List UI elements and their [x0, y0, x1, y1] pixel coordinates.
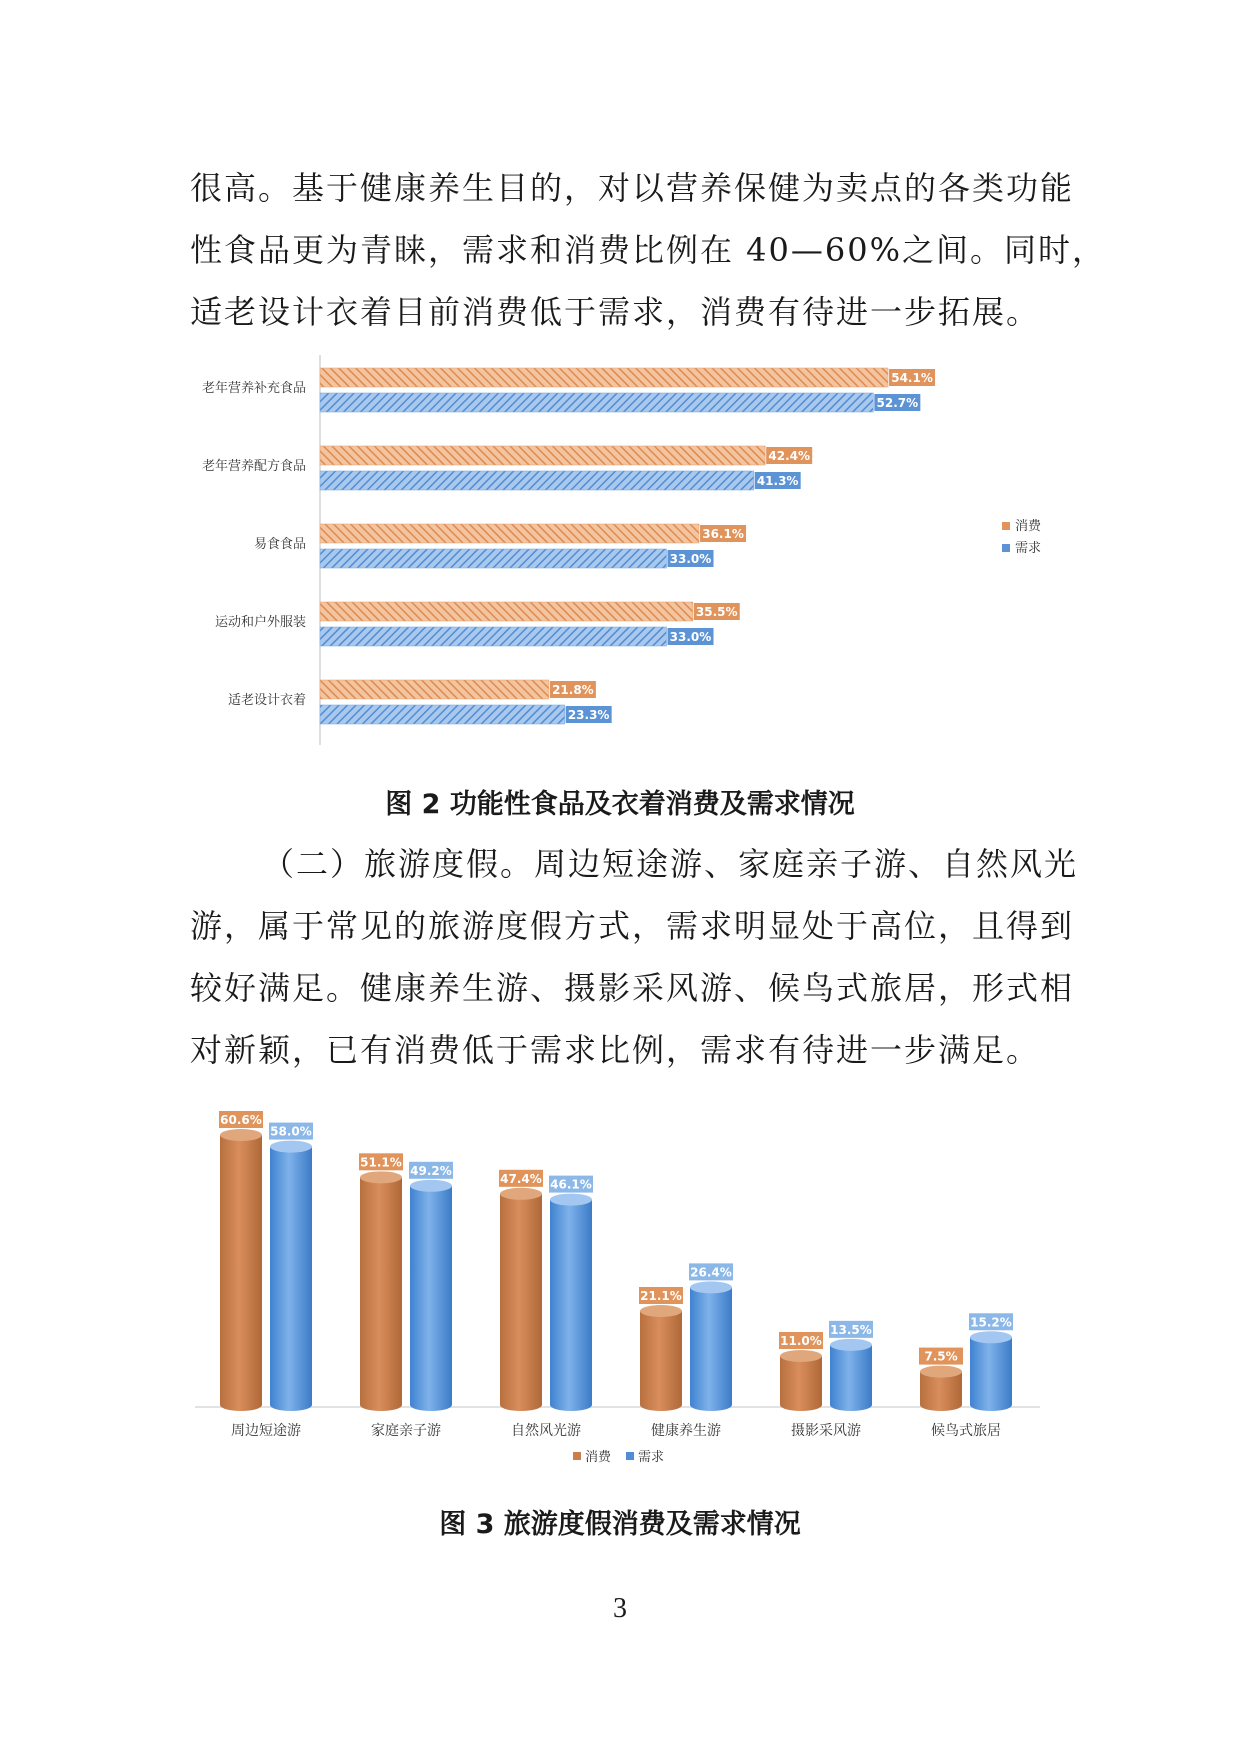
- category-label: 家庭亲子游: [371, 1423, 441, 1439]
- bar-top: [830, 1339, 872, 1351]
- bar-base: [550, 1399, 592, 1411]
- legend-label: 需求: [638, 1450, 665, 1465]
- category-label: 老年营养配方食品: [201, 459, 306, 474]
- bar-top: [360, 1171, 402, 1183]
- text-line: 对新颖，已有消费低于需求比例，需求有待进一步满足。: [190, 1031, 1041, 1069]
- bar-top: [270, 1141, 312, 1153]
- page-number: 3: [613, 1593, 627, 1624]
- bar-top: [780, 1350, 822, 1362]
- paragraph-1: [190, 157, 1107, 343]
- data-label: 11.0%: [780, 1333, 822, 1348]
- legend-label: 消费: [1015, 519, 1042, 534]
- data-label: 52.7%: [876, 396, 919, 410]
- legend-swatch: [1002, 544, 1010, 552]
- data-label: 36.1%: [702, 527, 744, 541]
- data-label: 21.8%: [552, 683, 594, 697]
- category-label: 摄影采风游: [791, 1423, 861, 1439]
- category-label: 健康养生游: [651, 1423, 721, 1439]
- bar: [780, 1356, 822, 1405]
- bar-base: [970, 1399, 1012, 1411]
- figure-2-chart: [150, 350, 1090, 750]
- data-label: 42.4%: [768, 449, 811, 463]
- category-label: 周边短途游: [231, 1423, 301, 1439]
- bar: [550, 1200, 592, 1405]
- bar: [690, 1287, 732, 1405]
- data-label: 33.0%: [669, 552, 712, 566]
- data-label: 13.5%: [830, 1322, 872, 1337]
- category-label: 老年营养补充食品: [201, 381, 306, 396]
- figure-2-caption: 图 2 功能性食品及衣着消费及需求情况: [385, 789, 855, 820]
- category-label: 运动和户外服装: [214, 615, 306, 630]
- bar: [270, 1147, 312, 1405]
- bar-base: [690, 1399, 732, 1411]
- data-label: 26.4%: [690, 1265, 732, 1280]
- category-label: 适老设计衣着: [227, 693, 306, 708]
- data-label: 15.2%: [970, 1315, 1012, 1330]
- bar: [320, 602, 693, 621]
- legend-label: 消费: [585, 1450, 612, 1465]
- category-label: 易食食品: [253, 537, 306, 552]
- bar-top: [410, 1180, 452, 1192]
- bar: [320, 627, 667, 646]
- bar-top: [970, 1331, 1012, 1343]
- figure-3-caption: 图 3 旅游度假消费及需求情况: [439, 1509, 801, 1540]
- data-label: 33.0%: [669, 630, 712, 644]
- data-label: 7.5%: [924, 1349, 958, 1364]
- data-label: 58.0%: [270, 1124, 312, 1139]
- legend-swatch: [1002, 522, 1010, 530]
- bar-top: [920, 1366, 962, 1378]
- bar: [410, 1186, 452, 1405]
- figure-3-chart: [190, 1105, 1070, 1475]
- bar: [320, 680, 549, 699]
- bar-top: [220, 1129, 262, 1141]
- bar-top: [640, 1305, 682, 1317]
- text-line: 适老设计衣着目前消费低于需求，消费有待进一步拓展。: [190, 293, 1041, 331]
- text-line: 性食品更为青睐，需求和消费比例在 40—60%之间。同时，: [190, 231, 1107, 269]
- bar: [320, 524, 699, 543]
- data-label: 54.1%: [891, 371, 933, 385]
- data-label: 46.1%: [550, 1177, 592, 1192]
- bar: [320, 549, 667, 568]
- data-label: 49.2%: [410, 1163, 452, 1178]
- bar-base: [920, 1399, 962, 1411]
- data-label: 60.6%: [220, 1113, 262, 1127]
- text-line: 很高。基于健康养生目的，对以营养保健为卖点的各类功能: [190, 169, 1075, 207]
- bar: [500, 1194, 542, 1405]
- bar: [320, 368, 888, 387]
- legend-swatch: [626, 1452, 634, 1460]
- bar: [320, 393, 873, 412]
- bar-base: [640, 1399, 682, 1411]
- bar-base: [270, 1399, 312, 1411]
- bar-base: [220, 1399, 262, 1411]
- bar-base: [360, 1399, 402, 1411]
- bar-top: [500, 1188, 542, 1200]
- data-label: 23.3%: [567, 708, 610, 722]
- bar: [830, 1345, 872, 1405]
- bar-top: [550, 1194, 592, 1206]
- data-label: 35.5%: [695, 605, 738, 619]
- bar: [360, 1177, 402, 1405]
- data-label: 51.1%: [360, 1155, 402, 1170]
- bar: [320, 446, 765, 465]
- bar-base: [780, 1399, 822, 1411]
- bar: [640, 1311, 682, 1405]
- bar: [320, 705, 565, 724]
- bar: [220, 1135, 262, 1405]
- paragraph-2: [190, 833, 1079, 1081]
- text-line: 游，属于常见的旅游度假方式，需求明显处于高位，且得到: [190, 907, 1075, 945]
- bar-base: [500, 1399, 542, 1411]
- bar: [320, 471, 754, 490]
- bar-base: [410, 1399, 452, 1411]
- legend-swatch: [573, 1452, 581, 1460]
- bar-top: [690, 1281, 732, 1293]
- category-label: 候鸟式旅居: [931, 1423, 1001, 1439]
- text-line: （二）旅游度假。周边短途游、家庭亲子游、自然风光: [262, 845, 1079, 883]
- category-label: 自然风光游: [511, 1423, 581, 1439]
- legend-label: 需求: [1015, 541, 1042, 556]
- data-label: 47.4%: [500, 1171, 542, 1186]
- data-label: 41.3%: [756, 474, 799, 488]
- bar-base: [830, 1399, 872, 1411]
- data-label: 21.1%: [640, 1288, 682, 1303]
- text-line: 较好满足。健康养生游、摄影采风游、候鸟式旅居，形式相: [190, 969, 1075, 1007]
- bar: [970, 1337, 1012, 1405]
